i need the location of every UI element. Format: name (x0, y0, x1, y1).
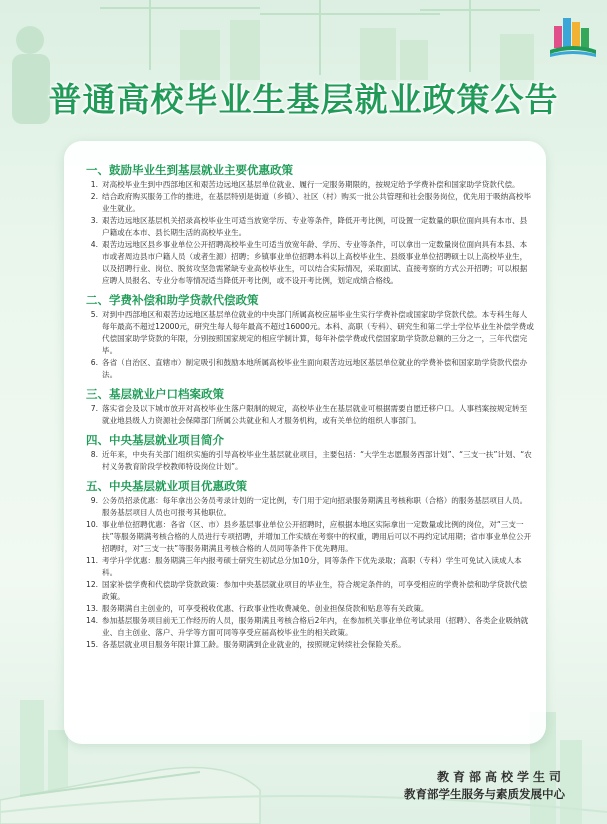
item-text: 艰苦边远地区县乡事业单位公开招聘高校毕业生可适当放宽年龄、学历、专业等条件，可以拿出一定数量岗位面向具有本县、本市或者周边县市户籍人员（或者生源）招聘；乡镇事业单位招聘本科以上高校毕业生、县级事业单位招聘硕士以上高校毕业生，以及招聘行业、岗位、脱贫攻坚急需紧缺专业高校毕业生，可以结合实际情况，采取面试、直接考察的方式公开招聘；可以根据应聘人员报名、专业分布等情况适当降低开考比例，或不设开考比例，划定成绩合格线。 (102, 240, 528, 285)
list-item (86, 239, 534, 287)
section-title: 四、中央基层就业项目简介 (86, 433, 224, 447)
item-text: 国家补偿学费和代偿助学贷款政策：参加中央基层就业项目的毕业生，符合规定条件的，可享受相应的学费补偿和助学贷款代偿政策。 (102, 580, 528, 601)
item-text: 各基层就业项目服务年限计算工龄。服务期满到企业就业的，按照规定转续社会保险关系。 (102, 640, 406, 649)
item-number: 11. (86, 556, 99, 565)
list-item (86, 615, 534, 639)
section-title: 二、学费补偿和助学贷款代偿政策 (86, 293, 259, 307)
item-text: 近年来，中央有关部门组织实施的引导高校毕业生基层就业项目，主要包括：“大学生志愿服务西部计划”、“三支一扶”计划、“农村义务教育阶段学校教师特设岗位计划”。 (102, 450, 532, 471)
item-number: 8. (90, 450, 98, 459)
item-number: 1. (90, 180, 98, 189)
list-item (86, 495, 534, 519)
item-number: 9. (90, 496, 98, 505)
list-item (86, 555, 534, 579)
item-number: 13. (86, 604, 99, 613)
page-title: 普通高校毕业生基层就业政策公告 (48, 80, 559, 119)
item-number: 3. (90, 216, 98, 225)
item-text: 参加基层服务项目前无工作经历的人员，服务期满且考核合格后2年内，在参加机关事业单位考试录用（招聘）、各类企业吸纳就业、自主创业、落户、升学等方面可同等享受应届高校毕业生的相关政策。 (102, 616, 529, 637)
section-title: 一、鼓励毕业生到基层就业主要优惠政策 (86, 163, 293, 177)
section-title: 五、中央基层就业项目优惠政策 (86, 479, 247, 493)
list-item (86, 215, 534, 239)
item-text: 对到中西部地区和艰苦边远地区基层单位就业的中央部门所属高校应届毕业生实行学费补偿或国家助学贷款代偿。本专科生每人每年最高不超过12000元，研究生每人每年最高不超过16000元。本科、高职（专科）、研究生和第二学士学位毕业生补偿学费或代偿国家助学贷款的年限，分别按照国家规定的相应学制计算，每年补偿学费或代偿国家助学贷款总额的三分之一，三年代偿完毕。 (102, 310, 534, 355)
building-silhouettes (180, 20, 534, 80)
list-item (86, 191, 534, 215)
item-text: 艰苦边远地区基层机关招录高校毕业生可适当放宽学历、专业等条件，降低开考比例，可设置一定数量的职位面向具有本市、县户籍或在本市、县长期生活的高校毕业生。 (102, 216, 528, 237)
issuer-name: 教育部高校学生司 (436, 770, 565, 784)
policy-content (86, 163, 534, 651)
list-item (86, 357, 534, 381)
item-number: 6. (90, 358, 98, 367)
item-text: 服务期满自主创业的，可享受税收优惠、行政事业性收费减免、创业担保贷款和贴息等有关政策。 (102, 604, 429, 613)
section-3 (86, 387, 534, 427)
list-item (86, 179, 534, 191)
item-number: 5. (90, 310, 98, 319)
list-item (86, 639, 534, 651)
item-text: 各省（自治区、直辖市）制定吸引和鼓励本地所属高校毕业生面向艰苦边远地区基层单位就业的学费补偿和国家助学贷款代偿办法。 (102, 358, 528, 379)
item-text: 事业单位招聘优惠：各省（区、市）县乡基层事业单位公开招聘时，应根据本地区实际拿出一定数量或比例的岗位，对“三支一扶”等服务期满考核合格的人员进行专项招聘，并增加工作实绩在考察中的权重，聘用后可以不再约定试用期；省市事业单位公开招聘时，对“三支一扶”等服务期满且考核合格的人员同等条件下优先聘用。 (102, 520, 532, 553)
item-number: 7. (90, 404, 98, 413)
item-number: 4. (90, 240, 98, 249)
crane-silhouettes (100, 0, 540, 75)
section-2 (86, 293, 534, 381)
logo-buildings-icon (548, 12, 598, 58)
section-4 (86, 433, 534, 473)
list-item (86, 449, 534, 473)
item-number: 15. (86, 640, 99, 649)
item-text: 公务员招录优惠：每年拿出公务员考录计划的一定比例，专门用于定向招录服务期满且考核称职（合格）的服务基层项目人员。服务基层项目人员也可报考其他职位。 (102, 496, 528, 517)
list-item (86, 603, 534, 615)
item-number: 10. (86, 520, 99, 529)
section-title: 三、基层就业户口档案政策 (86, 387, 224, 401)
list-item (86, 579, 534, 603)
item-number: 12. (86, 580, 99, 589)
list-item (86, 309, 534, 357)
item-text: 结合政府购买服务工作的推进，在基层特别是街道（乡镇）、社区（村）购买一批公共管理和社会服务岗位，优先用于吸纳高校毕业生就业。 (102, 192, 532, 213)
list-item (86, 403, 534, 427)
item-text: 对高校毕业生到中西部地区和艰苦边远地区基层单位就业、履行一定服务期限的，按规定给予学费补偿和国家助学贷款代偿。 (102, 180, 520, 189)
issuer-signature (404, 769, 565, 803)
section-5 (86, 479, 534, 651)
center-name: 教育部学生服务与素质发展中心 (404, 787, 565, 801)
item-text: 考学升学优惠：服务期满三年内报考硕士研究生初试总分加10分，同等条件下优先录取；高职（专科）学生可免试入读成人本科。 (102, 556, 522, 577)
item-number: 14. (86, 616, 99, 625)
item-number: 2. (90, 192, 98, 201)
section-1 (86, 163, 534, 287)
policy-card (64, 141, 546, 744)
item-text: 落实省会及以下城市放开对高校毕业生落户限制的规定，高校毕业生在基层就业可根据需要自愿迁移户口。人事档案按规定转至就业地县级人力资源社会保障部门所属公共就业和人才服务机构，或有关单位的组织人事部门。 (102, 404, 528, 425)
list-item (86, 519, 534, 555)
